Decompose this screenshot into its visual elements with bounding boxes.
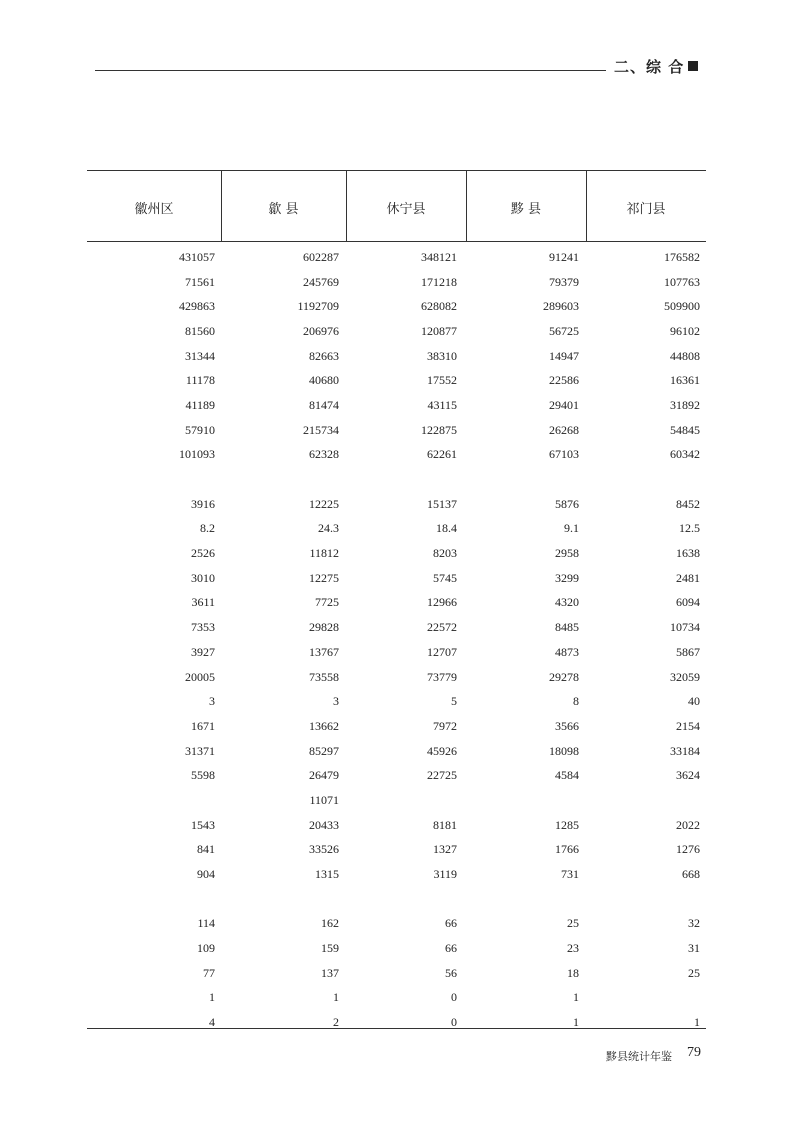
table-row [87, 467, 706, 492]
table-cell: 171218 [421, 274, 457, 289]
table-row [87, 344, 706, 369]
header-rule [95, 70, 606, 71]
table-cell: 429863 [179, 299, 215, 314]
table-cell: 2526 [191, 546, 215, 561]
column-header-qimen: 祁门县 [626, 202, 666, 217]
table-cell: 602287 [303, 249, 339, 264]
table-cell: 18 [567, 965, 579, 980]
table-cell: 3916 [191, 496, 215, 511]
table-cell: 23 [567, 941, 579, 956]
table-cell: 56725 [549, 323, 579, 338]
table-row [87, 739, 706, 764]
table-cell: 25 [567, 916, 579, 931]
table-top-rule [87, 170, 706, 171]
section-square-icon [688, 61, 698, 71]
table-cell: 731 [561, 867, 579, 882]
table-row [87, 245, 706, 270]
table-cell: 5867 [676, 644, 700, 659]
table-cell: 4584 [555, 768, 579, 783]
table-cell: 348121 [421, 249, 457, 264]
table-cell: 2154 [676, 718, 700, 733]
table-row [87, 689, 706, 714]
table-cell: 206976 [303, 323, 339, 338]
table-cell: 13662 [309, 718, 339, 733]
table-cell: 32059 [670, 669, 700, 684]
table-cell: 77 [203, 965, 215, 980]
table-cell: 3624 [676, 768, 700, 783]
table-row [87, 270, 706, 295]
table-cell: 40680 [309, 373, 339, 388]
table-cell: 4873 [555, 644, 579, 659]
table-cell: 62261 [427, 447, 457, 462]
table-cell: 14947 [549, 348, 579, 363]
table-cell: 71561 [185, 274, 215, 289]
table-cell: 137 [321, 965, 339, 980]
table-cell: 4 [209, 1015, 215, 1030]
table-cell: 5876 [555, 496, 579, 511]
table-cell: 45926 [427, 743, 457, 758]
column-header-shexian: 歙 县 [268, 202, 299, 217]
table-cell: 1276 [676, 842, 700, 857]
table-cell: 1 [209, 990, 215, 1005]
table-row [87, 517, 706, 542]
table-cell: 57910 [185, 422, 215, 437]
table-cell: 22586 [549, 373, 579, 388]
table-cell: 120877 [421, 323, 457, 338]
table-cell: 31344 [185, 348, 215, 363]
table-header-rule [87, 241, 706, 242]
table-cell: 122875 [421, 422, 457, 437]
table-cell: 114 [197, 916, 215, 931]
table-cell: 107763 [664, 274, 700, 289]
table-row [87, 788, 706, 813]
table-cell: 3010 [191, 570, 215, 585]
table-cell: 5 [451, 694, 457, 709]
table-cell: 1543 [191, 817, 215, 832]
table-cell: 1327 [433, 842, 457, 857]
table-cell: 31371 [185, 743, 215, 758]
table-cell: 12225 [309, 496, 339, 511]
table-cell: 54845 [670, 422, 700, 437]
table-row [87, 887, 706, 912]
table-cell: 29828 [309, 620, 339, 635]
table-cell: 1 [573, 990, 579, 1005]
table-cell: 12275 [309, 570, 339, 585]
table-cell: 29401 [549, 397, 579, 412]
table-cell: 16361 [670, 373, 700, 388]
section-title: 二、综 合 [614, 58, 685, 76]
table-cell: 24.3 [318, 521, 339, 536]
table-cell: 20433 [309, 817, 339, 832]
table-cell: 162 [321, 916, 339, 931]
table-row [87, 591, 706, 616]
table-cell: 215734 [303, 422, 339, 437]
column-header-yixian: 黟 县 [510, 202, 542, 217]
table-cell: 5598 [191, 768, 215, 783]
table-cell: 13767 [309, 644, 339, 659]
table-cell: 8181 [433, 817, 457, 832]
table-cell: 79379 [549, 274, 579, 289]
table-cell: 1192709 [297, 299, 339, 314]
table-cell: 31 [688, 941, 700, 956]
table-row [87, 541, 706, 566]
table-cell: 12.5 [679, 521, 700, 536]
table-row [87, 640, 706, 665]
table-row [87, 294, 706, 319]
yearbook-title: 黟县统计年鉴 [606, 1050, 672, 1063]
table-row [87, 763, 706, 788]
table-cell: 289603 [543, 299, 579, 314]
table-row [87, 393, 706, 418]
table-cell: 73779 [427, 669, 457, 684]
table-row [87, 986, 706, 1011]
table-cell: 1671 [191, 718, 215, 733]
table-cell: 11071 [309, 792, 339, 807]
table-cell: 33184 [670, 743, 700, 758]
table-row [87, 838, 706, 863]
table-cell: 1315 [315, 867, 339, 882]
table-cell: 8.2 [200, 521, 215, 536]
table-cell: 32 [688, 916, 700, 931]
table-cell: 66 [445, 941, 457, 956]
table-cell: 4320 [555, 595, 579, 610]
table-cell: 82663 [309, 348, 339, 363]
table-cell: 0 [451, 990, 457, 1005]
table-cell: 3299 [555, 570, 579, 585]
table-cell: 96102 [670, 323, 700, 338]
table-cell: 12966 [427, 595, 457, 610]
table-cell: 7972 [433, 718, 457, 733]
table-cell: 7353 [191, 620, 215, 635]
table-cell: 11178 [185, 373, 215, 388]
table-cell: 81474 [309, 397, 339, 412]
table-cell: 38310 [427, 348, 457, 363]
table-cell: 841 [197, 842, 215, 857]
table-cell: 2 [333, 1015, 339, 1030]
table-row [87, 492, 706, 517]
table-cell: 8 [573, 694, 579, 709]
table-cell: 56 [445, 965, 457, 980]
table-cell: 0 [451, 1015, 457, 1030]
table-cell: 11812 [309, 546, 339, 561]
table-cell: 91241 [549, 249, 579, 264]
table-cell: 904 [197, 867, 215, 882]
table-cell: 5745 [433, 570, 457, 585]
column-header-xiuning: 休宁县 [386, 202, 426, 217]
table-cell: 26479 [309, 768, 339, 783]
table-cell: 1766 [555, 842, 579, 857]
table-row [87, 566, 706, 591]
table-row [87, 665, 706, 690]
table-cell: 1285 [555, 817, 579, 832]
table-cell: 509900 [664, 299, 700, 314]
table-cell: 33526 [309, 842, 339, 857]
table-cell: 176582 [664, 249, 700, 264]
table-cell: 9.1 [564, 521, 579, 536]
page-number: 79 [687, 1045, 701, 1060]
table-cell: 3927 [191, 644, 215, 659]
table-row [87, 961, 706, 986]
table-cell: 10734 [670, 620, 700, 635]
table-cell: 159 [321, 941, 339, 956]
table-cell: 67103 [549, 447, 579, 462]
table-cell: 8485 [555, 620, 579, 635]
table-cell: 85297 [309, 743, 339, 758]
table-cell: 6094 [676, 595, 700, 610]
table-row [87, 714, 706, 739]
table-row [87, 443, 706, 468]
table-row [87, 615, 706, 640]
data-table-body [87, 245, 706, 1035]
table-row [87, 319, 706, 344]
table-cell: 41189 [185, 397, 215, 412]
table-cell: 29278 [549, 669, 579, 684]
table-cell: 7725 [315, 595, 339, 610]
table-cell: 66 [445, 916, 457, 931]
table-cell: 8203 [433, 546, 457, 561]
table-cell: 245769 [303, 274, 339, 289]
table-row [87, 418, 706, 443]
table-cell: 60342 [670, 447, 700, 462]
table-cell: 2958 [555, 546, 579, 561]
column-header-huizhou: 徽州区 [134, 202, 174, 217]
table-cell: 73558 [309, 669, 339, 684]
table-row [87, 813, 706, 838]
table-cell: 1638 [676, 546, 700, 561]
table-cell: 18098 [549, 743, 579, 758]
table-cell: 17552 [427, 373, 457, 388]
table-cell: 22725 [427, 768, 457, 783]
table-cell: 12707 [427, 644, 457, 659]
table-cell: 3 [333, 694, 339, 709]
table-cell: 26268 [549, 422, 579, 437]
table-cell: 18.4 [436, 521, 457, 536]
table-cell: 3611 [191, 595, 215, 610]
table-cell: 20005 [185, 669, 215, 684]
table-row [87, 368, 706, 393]
table-cell: 3 [209, 694, 215, 709]
table-cell: 101093 [179, 447, 215, 462]
table-cell: 8452 [676, 496, 700, 511]
table-cell: 431057 [179, 249, 215, 264]
table-cell: 81560 [185, 323, 215, 338]
table-cell: 1 [333, 990, 339, 1005]
table-cell: 15137 [427, 496, 457, 511]
table-cell: 25 [688, 965, 700, 980]
table-cell: 2481 [676, 570, 700, 585]
table-cell: 3119 [433, 867, 457, 882]
table-cell: 40 [688, 694, 700, 709]
table-cell: 1 [694, 1015, 700, 1030]
table-cell: 109 [197, 941, 215, 956]
table-cell: 31892 [670, 397, 700, 412]
table-cell: 43115 [427, 397, 457, 412]
table-row [87, 1010, 706, 1035]
table-cell: 628082 [421, 299, 457, 314]
table-cell: 44808 [670, 348, 700, 363]
table-cell: 22572 [427, 620, 457, 635]
table-row [87, 936, 706, 961]
table-row [87, 912, 706, 937]
table-cell: 3566 [555, 718, 579, 733]
table-cell: 2022 [676, 817, 700, 832]
table-row [87, 862, 706, 887]
table-cell: 1 [573, 1015, 579, 1030]
table-cell: 668 [682, 867, 700, 882]
table-cell: 62328 [309, 447, 339, 462]
